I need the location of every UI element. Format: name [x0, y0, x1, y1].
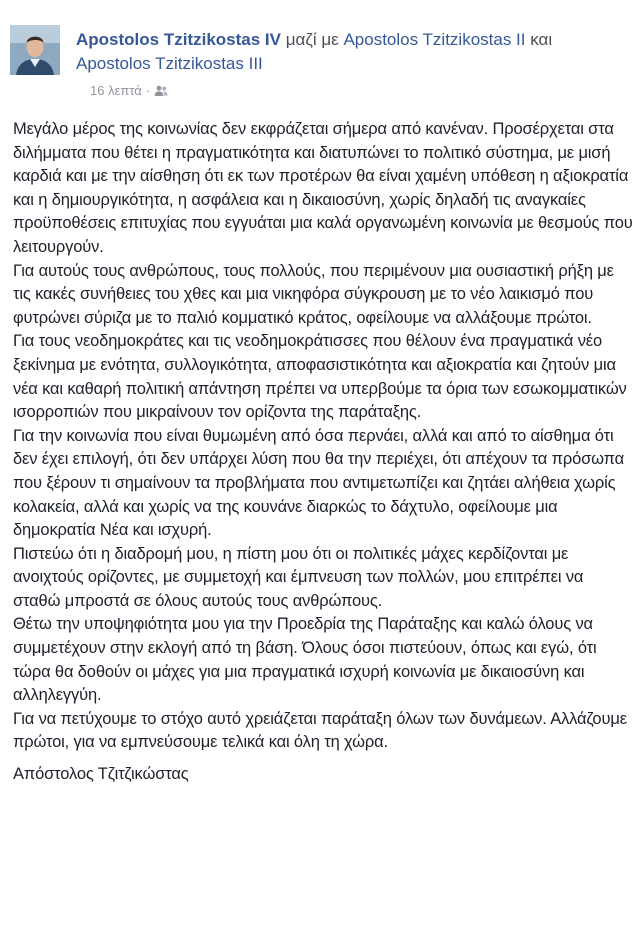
author-avatar[interactable]: [10, 25, 60, 75]
tagged-user-link-2[interactable]: Apostolos Tzitzikostas III: [76, 54, 263, 73]
and-text: και: [530, 30, 553, 49]
post-signature: Απόστολος Τζιτζικώστας: [13, 765, 189, 784]
post-paragraph: Για αυτούς τους ανθρώπους, τους πολλούς, που περιμένουν μια ουσιαστική ρήξη με τις κακές συνήθειες του χθες και μια νικηφόρα σύγκρουση με το νέο λαικισμό που φυτρώνει σύριζα με το παλιό κομματικό κράτος, οφείλουμε να αλλάξουμε πρώτοι.: [13, 261, 614, 327]
author-name-link[interactable]: Apostolos Tzitzikostas IV: [76, 30, 281, 49]
post-paragraph: Θέτω την υποψηφιότητα μου για την Προεδρία της Παράταξης και καλώ όλους να συμμετέχουν στην εκλογή από τη βάση. Όλους όσοι πιστεύουν, όπως και εγώ, ότι τώρα θα δοθούν οι μάχες για μια πραγματικά ισχυρή κοινωνία με δικαιοσύνη και αλληλεγγύη.: [13, 615, 597, 705]
post-paragraph: Για να πετύχουμε το στόχο αυτό χρειάζεται παράταξη όλων των δυνάμεων. Αλλάζουμε πρώτοι, για να εμπνεύσουμε τελικά και όλη τη χώρα.: [13, 709, 627, 752]
post-paragraph: Πιστεύω ότι η διαδρομή μου, η πίστη μου ότι οι πολιτικές μάχες κερδίζονται με ανοιχτούς ορίζοντες, με συμμετοχή και έμπνευση των πολλών, μου επιτρέπει να σταθώ μπροστά σε όλους αυτούς τους ανθρώπους.: [13, 544, 584, 610]
post-meta: [90, 83, 168, 98]
tagged-user-link-1[interactable]: Apostolos Tzitzikostas II: [343, 30, 526, 49]
friends-icon[interactable]: [154, 85, 168, 97]
with-text: μαζί με: [285, 30, 339, 49]
post-paragraph: Για τους νεοδημοκράτες και τις νεοδημοκράτισσες που θέλουν ένα πραγματικά νέο ξεκίνημα με ενότητα, συλλογικότητα, αποφασιστικότητα και αξιοκρατία και ζητούν μια νέα και καθαρή πολιτική απάντηση πρέπει να υπερβούμε τα όρια των εσωκομματικών ισορροπιών που μικραίνουν τον ορίζοντα της παράταξης.: [13, 332, 627, 422]
post-header: [76, 28, 621, 76]
post-paragraph: Για την κοινωνία που είναι θυμωμένη από όσα περνάει, αλλά και από το αίσθημα ότι δεν έχει επιλογή, ότι δεν υπάρχει λύση που θα την περιέχει, ότι απέχουν τα πρόσωπα που ξέρουν τι σημαίνουν τα προβλήματα που αντιμετωπίζει και ζητάει αλήθεια χωρίς κολακεία, αλλά και χωρίς να της κουνάνε διαρκώς το δάχτυλο, οφείλουμε μια δημοκρατία Νέα και ισχυρή.: [13, 426, 625, 540]
post-body: [13, 118, 633, 787]
profile-photo-icon: [10, 25, 60, 75]
post-paragraph: Μεγάλο μέρος της κοινωνίας δεν εκφράζεται σήμερα από κανέναν. Προσέρχεται στα διλήμματα που θέτει η πραγματικότητα και διατυπώνει το πολιτικό σύστημα, με μισή καρδιά και με την αίσθηση ότι εκ των προτέρων θα είναι χαμένη υπόθεση η αξιοκρατία και η δημιουργικότητα, η ασφάλεια και η δικαιοσύνη, χωρίς δηλαδή τις αναγκαίες προϋποθέσεις επιτυχίας που εγγυάται μια καλά οργανωμένη κοινωνία με θεσμούς που λειτουργούν.: [13, 120, 633, 256]
meta-separator: ·: [145, 83, 151, 98]
post-timestamp-link[interactable]: 16 λεπτά: [90, 83, 142, 98]
